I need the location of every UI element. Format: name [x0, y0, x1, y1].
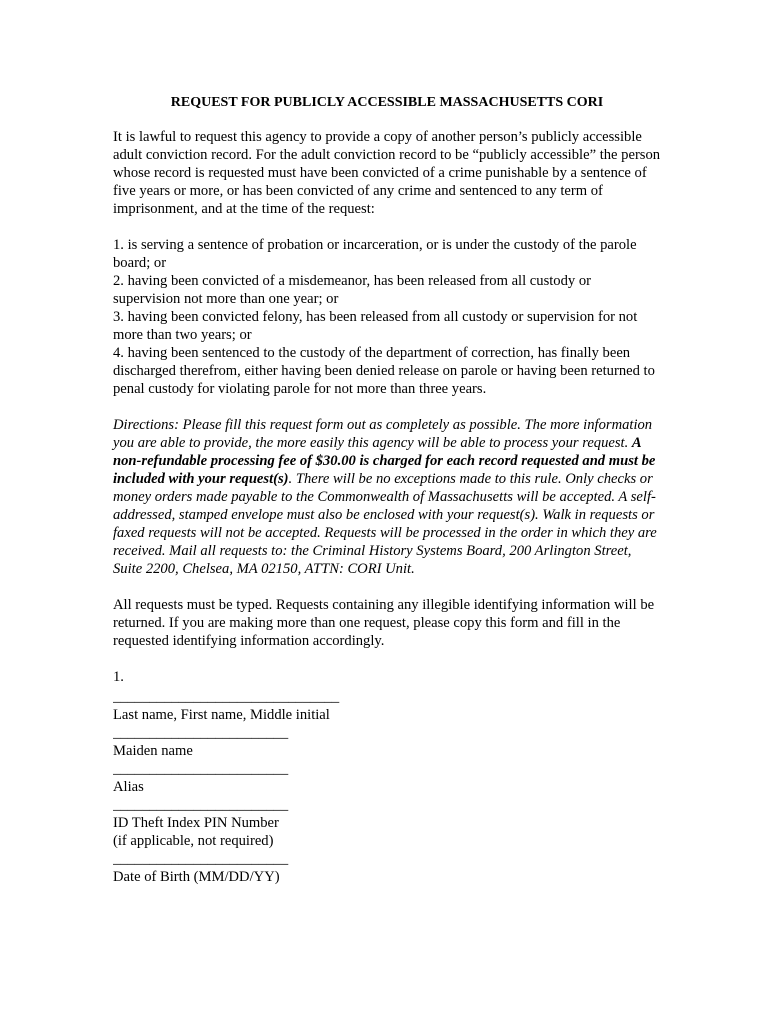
- directions-paragraph: [113, 416, 661, 578]
- condition-item: 3. having been convicted felony, has been released from all custody or supervision for not more than two years; or: [113, 309, 638, 343]
- directions-text-start: Directions: Please fill this request form out as completely as possible. The more information you are able to provide, the more easily this agency will be able to process your request.: [113, 417, 653, 451]
- conditions-list: [113, 236, 661, 398]
- maiden-name-field: [113, 724, 661, 760]
- document-page: [113, 94, 661, 886]
- pin-number-field-label: ID Theft Index PIN Number: [113, 815, 279, 831]
- condition-item: 2. having been convicted of a misdemeanor, has been released from all custody or supervision not more than one year; or: [113, 273, 592, 307]
- pin-number-field: [113, 796, 661, 850]
- date-of-birth-input-line[interactable]: ________________________: [113, 851, 289, 867]
- alias-field: [113, 760, 661, 796]
- name-field-label: Last name, First name, Middle initial: [113, 707, 330, 723]
- date-of-birth-field: [113, 850, 661, 886]
- document-title: REQUEST FOR PUBLICLY ACCESSIBLE MASSACHUSETTS CORI: [170, 95, 604, 110]
- name-input-line[interactable]: _______________________________: [113, 689, 340, 705]
- name-field: [113, 688, 661, 724]
- condition-item: 1. is serving a sentence of probation or incarceration, or is under the custody of the parole board; or: [113, 237, 637, 271]
- pin-number-input-line[interactable]: ________________________: [113, 797, 289, 813]
- date-of-birth-field-label: Date of Birth (MM/DD/YY): [113, 869, 280, 885]
- fee-notice: A non-refundable processing fee of $30.00 is charged for each record requested and must be included with your request(s): [113, 435, 656, 487]
- pin-number-field-sublabel: (if applicable, not required): [113, 833, 274, 849]
- alias-field-label: Alias: [113, 779, 144, 795]
- typed-notice-paragraph: All requests must be typed. Requests containing any illegible identifying information will be returned. If you are making more than one request, please copy this form and fill in the requested identifying information accordingly.: [113, 597, 655, 649]
- intro-paragraph: It is lawful to request this agency to provide a copy of another person’s publicly accessible adult conviction record. For the adult conviction record to be “publicly accessible” the person whose record is requested must have been convicted of a crime punishable by a sentence of five years or more, or has been convicted of any crime and sentenced to any term of imprisonment, and at the time of the request:: [113, 129, 661, 217]
- alias-input-line[interactable]: ________________________: [113, 761, 289, 777]
- directions-text-end: . There will be no exceptions made to this rule. Only checks or money orders made payable to the Commonwealth of Massachusetts will be accepted. A self-addressed, stamped envelope must also be enclosed with your request(s). Walk in requests or faxed requests will not be accepted. Requests will be processed in the order in which they are received. Mail all requests to: the Criminal History Systems Board, 200 Arlington Street, Suite 2200, Chelsea, MA 02150, ATTN: CORI Unit.: [113, 471, 657, 577]
- maiden-name-field-label: Maiden name: [113, 743, 193, 759]
- request-form: [113, 668, 661, 886]
- request-number: 1.: [113, 669, 124, 685]
- condition-item: 4. having been sentenced to the custody of the department of correction, has finally been discharged therefrom, either having been denied release on parole or having been returned to penal custody for violating parole for not more than three years.: [113, 345, 655, 397]
- maiden-name-input-line[interactable]: ________________________: [113, 725, 289, 741]
